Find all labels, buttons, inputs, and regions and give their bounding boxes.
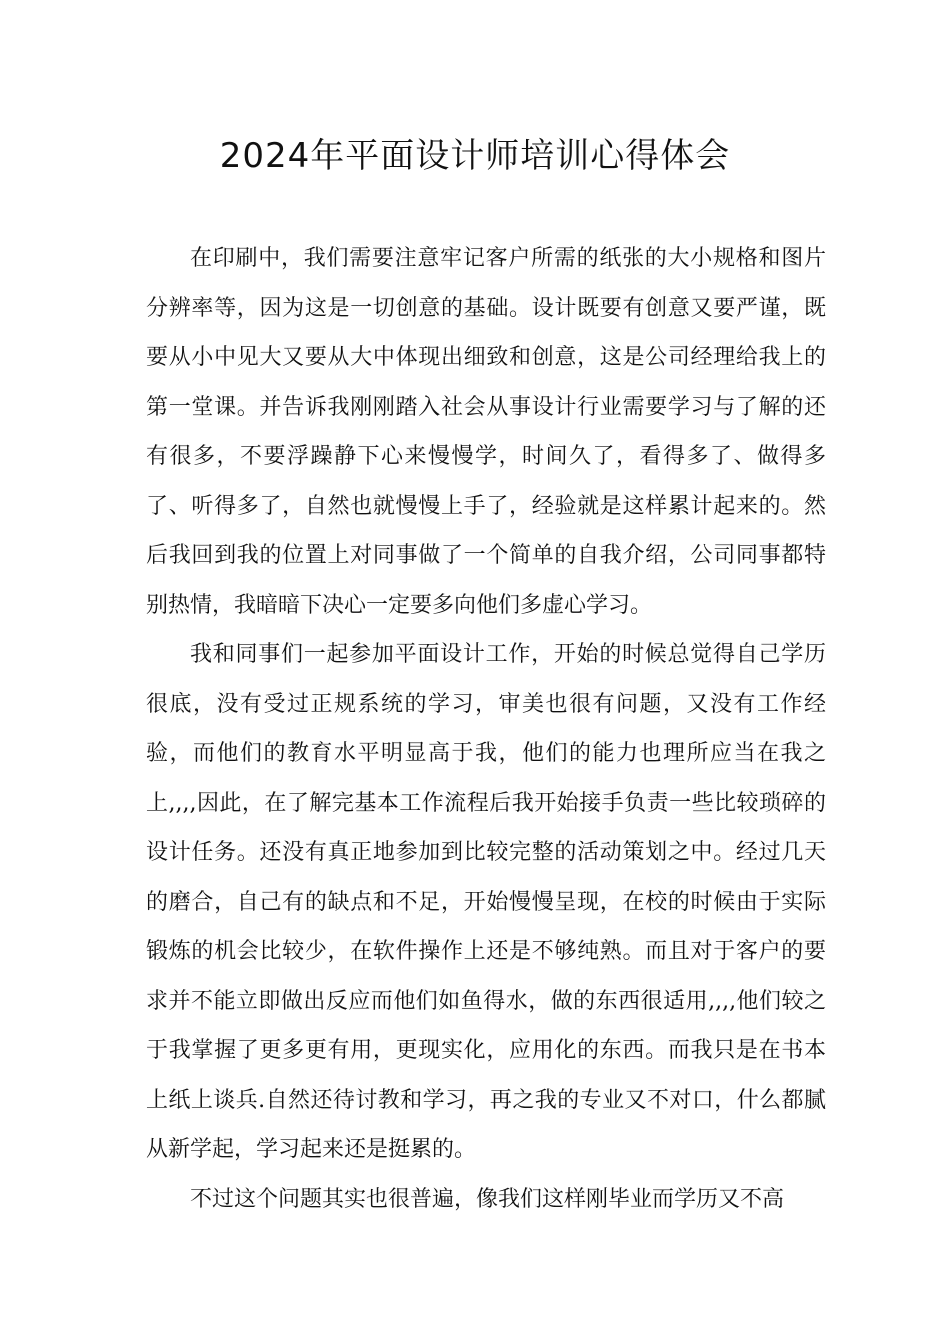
paragraph-3: 不过这个问题其实也很普遍，像我们这样刚毕业而学历又不高 [190,1186,785,1212]
paragraph-1: 在印刷中，我们需要注意牢记客户所需的纸张的大小规格和图片分辨率等，因为这是一切创意的基础。设计既要有创意又要严谨，既要从小中见大又要从大中体现出细致和创意，这是公司经理给我上的第一堂课。并告诉我刚刚踏入社会从事设计行业需要学习与了解的还有很多，不要浮躁静下心来慢慢学，时间久了，看得多了、做得多了、听得多了，自然也就慢慢上手了，经验就是这样累计起来的。然后我回到我的位置上对同事做了一个简单的自我介绍，公司同事都特别热情，我暗暗下决心一定要多向他们多虚心学习。 [146,246,826,618]
paragraph-2: 我和同事们一起参加平面设计工作，开始的时候总觉得自己学历很底，没有受过正规系统的学习，审美也很有问题，又没有工作经验，而他们的教育水平明显高于我，他们的能力也理所应当在我之上,,,,因此，在了解完基本工作流程后我开始接手负责一些比较琐碎的设计任务。还没有真正地参加到比较完整的活动策划之中。经过几天的磨合，自己有的缺点和不足，开始慢慢呈现，在校的时候由于实际锻炼的机会比较少，在软件操作上还是不够纯熟。而且对于客户的要求并不能立即做出反应而他们如鱼得水，做的东西很适用,,,,他们较之于我掌握了更多更有用，更现实化，应用化的东西。而我只是在书本上纸上谈兵.自然还待讨教和学习，再之我的专业又不对口，什么都腻从新学起，学习起来还是挺累的。 [146,642,826,1162]
document-title: 2024年平面设计师培训心得体会 [219,136,731,176]
document-body [146,234,826,1224]
